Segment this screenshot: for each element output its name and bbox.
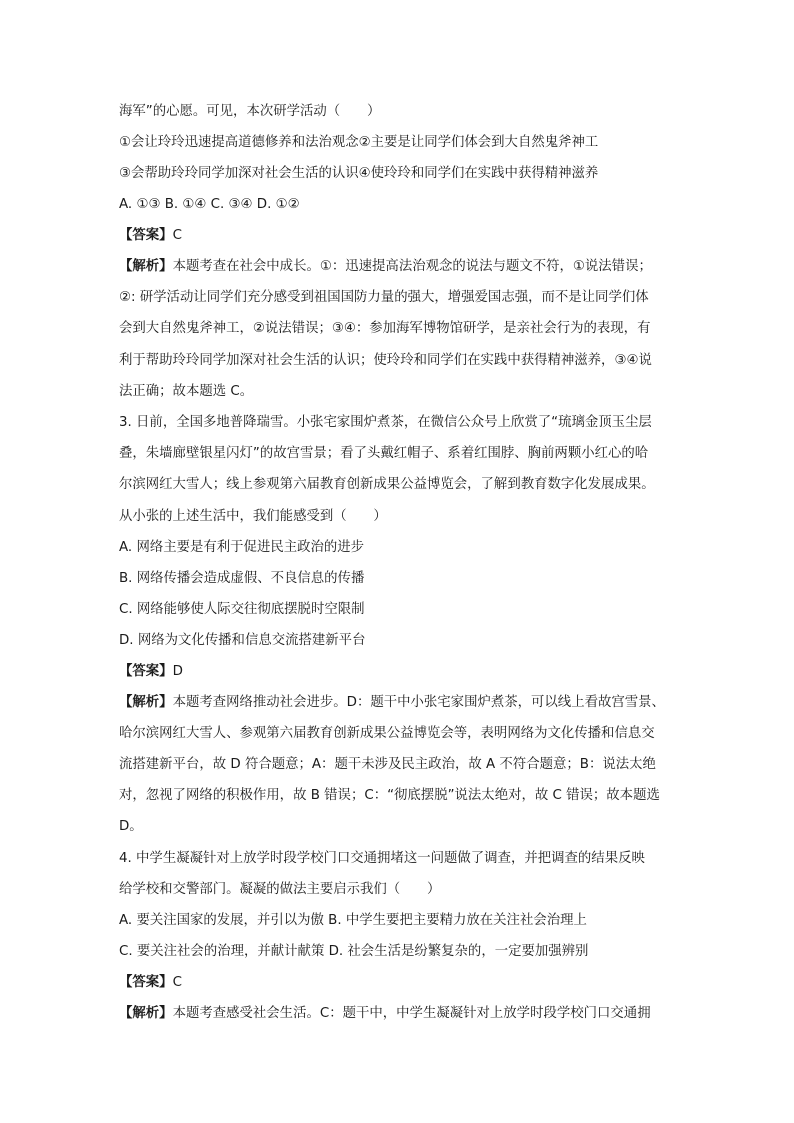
analysis-text: 本题考查网络推动社会进步。D：题干中小张宅家围炉煮茶，可以线上看故宫雪景、 [172, 694, 665, 710]
analysis-tag: 【解析】 [119, 259, 173, 274]
q4-options-line-2: C. 要关注社会的治理，并献计献策 D. 社会生活是纷繁复杂的，一定要加强辨别 [119, 944, 589, 959]
q2-choices: A. ①③ B. ①④ C. ③④ D. ①② [119, 197, 300, 212]
answer-value: C [172, 975, 182, 990]
q2-analysis-line-4: 利于帮助玲玲同学加深对社会生活的认识；使玲玲和同学们在实践中获得精神滋养，③④说 [119, 352, 652, 368]
q4-analysis-line-1 [119, 998, 679, 1029]
q3-analysis-line-3: 流搭建新平台，故 D 符合题意；A：题干未涉及民主政治，故 A 不符合题意；B：说法太绝 [119, 757, 656, 773]
answer-tag: 【答案】 [119, 228, 173, 243]
answer-value: D [172, 663, 183, 679]
answer-value: C [172, 228, 182, 243]
q2-analysis-line-1 [119, 251, 679, 282]
q2-stem-tail: 海军”的心愿。可见，本次研学活动（ ） [119, 104, 381, 119]
q2-analysis-line-5: 法正确；故本题选 C。 [119, 383, 254, 399]
q3-analysis-line-2: 哈尔滨网红大雪人、参观第六届教育创新成果公益博览会等，表明网络为文化传播和信息交 [119, 725, 655, 741]
q2-options-line-2: ③会帮助玲玲同学加深对社会生活的认识④使玲玲和同学们在实践中获得精神滋养 [119, 166, 599, 181]
answer-tag: 【答案】 [119, 663, 173, 679]
q3-analysis-line-4: 对，忽视了网络的积极作用，故 B 错误；C：“彻底摆脱”说法太绝对，故 C 错误；故本题选 [119, 788, 660, 804]
q4-stem-line-1: 4. 中学生凝凝针对上放学时段学校门口交通拥堵这一问题做了调查，并把调查的结果反映 [119, 850, 645, 866]
q3-stem-line-2: 叠，朱墙廊壁银星闪灯”的故宫雪景；看了头戴红帽子、系着红围脖、胸前两颗小红心的哈 [119, 446, 649, 462]
q3-answer [119, 656, 679, 687]
q3-option-a: A. 网络主要是有利于促进民主政治的进步 [119, 539, 365, 555]
q4-options-line-1: A. 要关注国家的发展，并引以为傲 B. 中学生要把主要精力放在关注社会治理上 [119, 913, 587, 928]
document-page [119, 96, 679, 1029]
q4-answer [119, 967, 679, 998]
q3-analysis-line-1 [119, 687, 679, 718]
q3-option-d: D. 网络为文化传播和信息交流搭建新平台 [119, 632, 366, 648]
q2-analysis-line-2: ②: 研学活动让同学们充分感受到祖国国防力量的强大，增强爱国志强，而不是让同学们体 [119, 290, 649, 306]
q3-option-c: C. 网络能够使人际交往彻底摆脱时空限制 [119, 601, 365, 617]
q3-analysis-line-5: D。 [119, 819, 143, 835]
analysis-tag: 【解析】 [119, 694, 173, 710]
q3-option-b: B. 网络传播会造成虚假、不良信息的传播 [119, 570, 365, 586]
q2-analysis-line-3: 会到大自然鬼斧神工，②说法错误；③④：参加海军博物馆研学，是亲社会行为的表现，有 [119, 321, 651, 337]
analysis-text: 本题考查感受社会生活。C：题干中，中学生凝凝针对上放学时段学校门口交通拥 [172, 1006, 651, 1021]
q3-stem-line-4: 从小张的上述生活中，我们能感受到（ ） [119, 508, 387, 524]
analysis-tag: 【解析】 [119, 1006, 173, 1021]
q2-answer [119, 220, 679, 251]
answer-tag: 【答案】 [119, 975, 173, 990]
q3-stem-line-3: 尔滨网红大雪人；线上参观第六届教育创新成果公益博览会，了解到教育数字化发展成果。 [119, 477, 655, 493]
analysis-text: 本题考查在社会中成长。①：迅速提高法治观念的说法与题文不符，①说法错误； [172, 259, 652, 274]
q3-stem-line-1: 3. 日前，全国多地普降瑞雪。小张宅家围炉煮茶，在微信公众号上欣赏了“琉璃金顶玉尘层 [119, 414, 652, 430]
q4-stem-line-2: 给学校和交警部门。凝凝的做法主要启示我们（ ） [119, 881, 441, 897]
q2-options-line-1: ①会让玲玲迅速提高道德修养和法治观念②主要是让同学们体会到大自然鬼斧神工 [119, 135, 599, 150]
